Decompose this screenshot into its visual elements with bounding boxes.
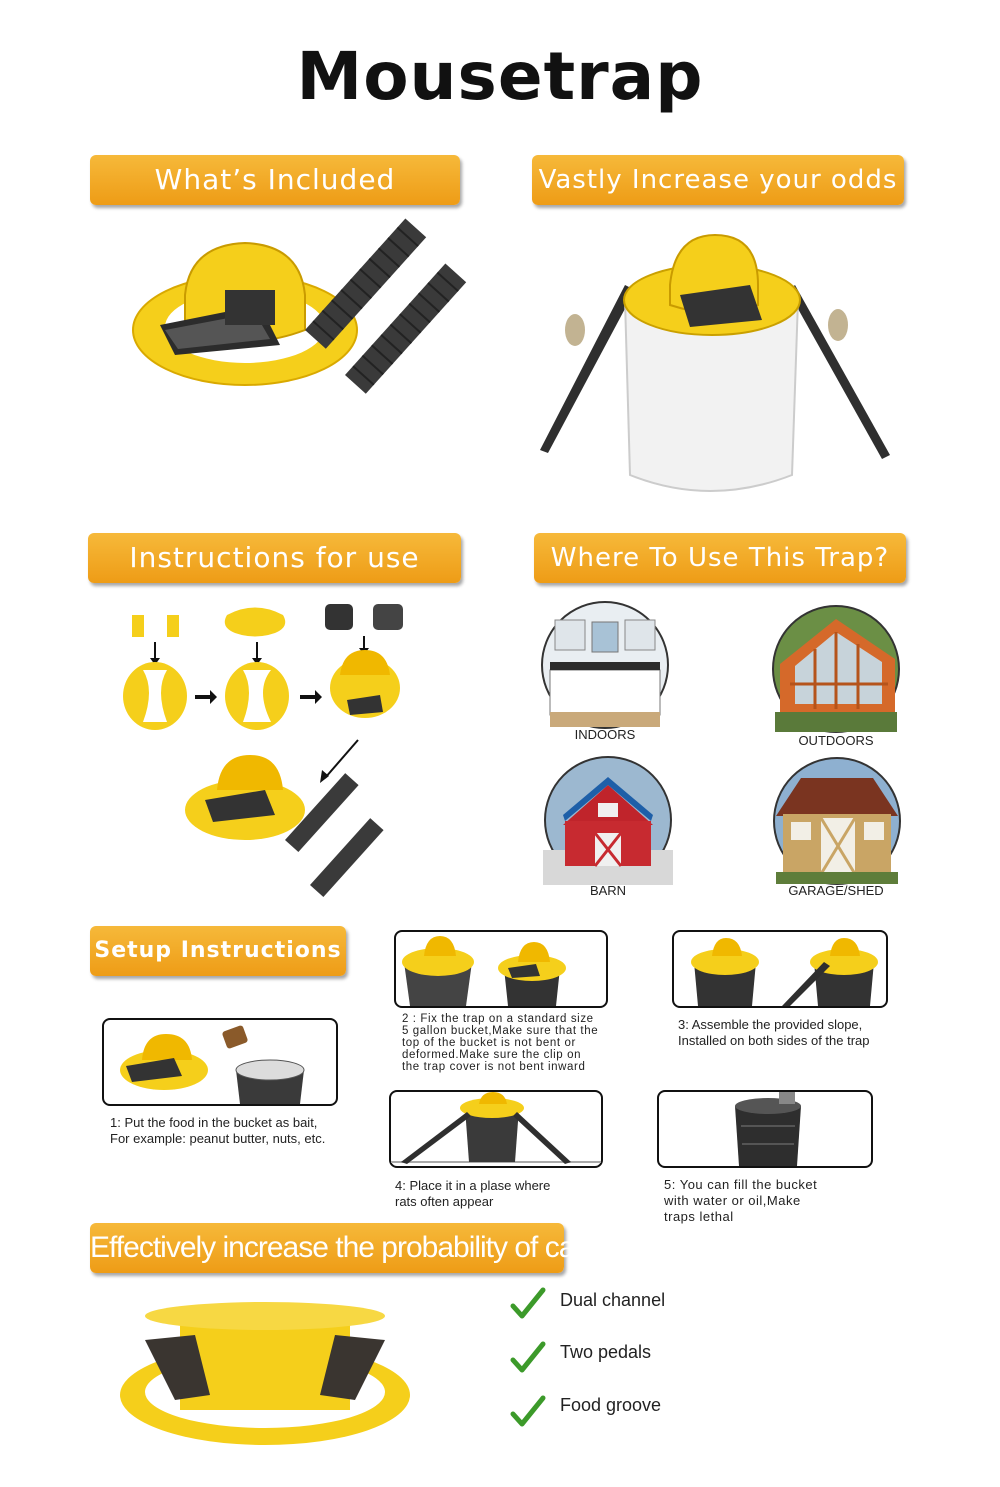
step-2-caption: 2 : Fix the trap on a standard size 5 gallon bucket,Make sure that the top of the bucket is not bent or deformed.Make sure the clip on the trap cover is not bent inward	[402, 1013, 599, 1073]
banner-setup-instructions: Setup Instructions	[90, 926, 346, 976]
check-icon	[510, 1394, 546, 1430]
location-label: BARN	[589, 883, 627, 898]
step-3-caption: 3: Assemble the provided slope, Installed on both sides of the trap	[678, 1017, 870, 1048]
banner-whats-included: What’s Included	[90, 155, 460, 205]
included-trap-illustration	[130, 235, 470, 485]
page-title: Mousetrap	[296, 38, 704, 115]
banner-effectively-increase: Effectively increase the probability of capture	[90, 1223, 564, 1273]
instructions-diagram	[115, 600, 415, 900]
step-4-image	[389, 1090, 603, 1168]
location-outdoors	[770, 604, 902, 734]
step-5-caption: 5: You can fill the bucket with water or oil,Make traps lethal	[664, 1177, 818, 1224]
feature-food-groove: Food groove	[560, 1395, 662, 1415]
banner-instructions-for-use: Instructions for use	[88, 533, 461, 583]
feature-two-pedals: Two pedals	[560, 1342, 652, 1362]
step-2-image	[394, 930, 608, 1008]
location-indoors	[540, 600, 670, 730]
trap-closeup-illustration	[115, 1300, 415, 1460]
location-label: INDOORS	[574, 727, 636, 742]
location-garage-shed	[771, 756, 903, 886]
step-1-image	[102, 1018, 338, 1106]
location-label: GARAGE/SHED	[788, 883, 884, 898]
location-label: OUTDOORS	[798, 733, 874, 748]
step-1-caption: 1: Put the food in the bucket as bait, For example: peanut butter, nuts, etc.	[110, 1115, 326, 1146]
bucket-with-ramps-illustration	[530, 225, 900, 505]
step-5-image	[657, 1090, 873, 1168]
check-icon	[510, 1340, 546, 1376]
check-icon	[510, 1286, 546, 1322]
step-4-caption: 4: Place it in a plase where rats often appear	[395, 1178, 551, 1209]
step-3-image	[672, 930, 888, 1008]
banner-where-to-use: Where To Use This Trap?	[534, 533, 906, 583]
location-barn	[543, 755, 673, 885]
feature-dual-channel: Dual channel	[560, 1290, 666, 1310]
banner-vastly-increase: Vastly Increase your odds	[532, 155, 904, 205]
